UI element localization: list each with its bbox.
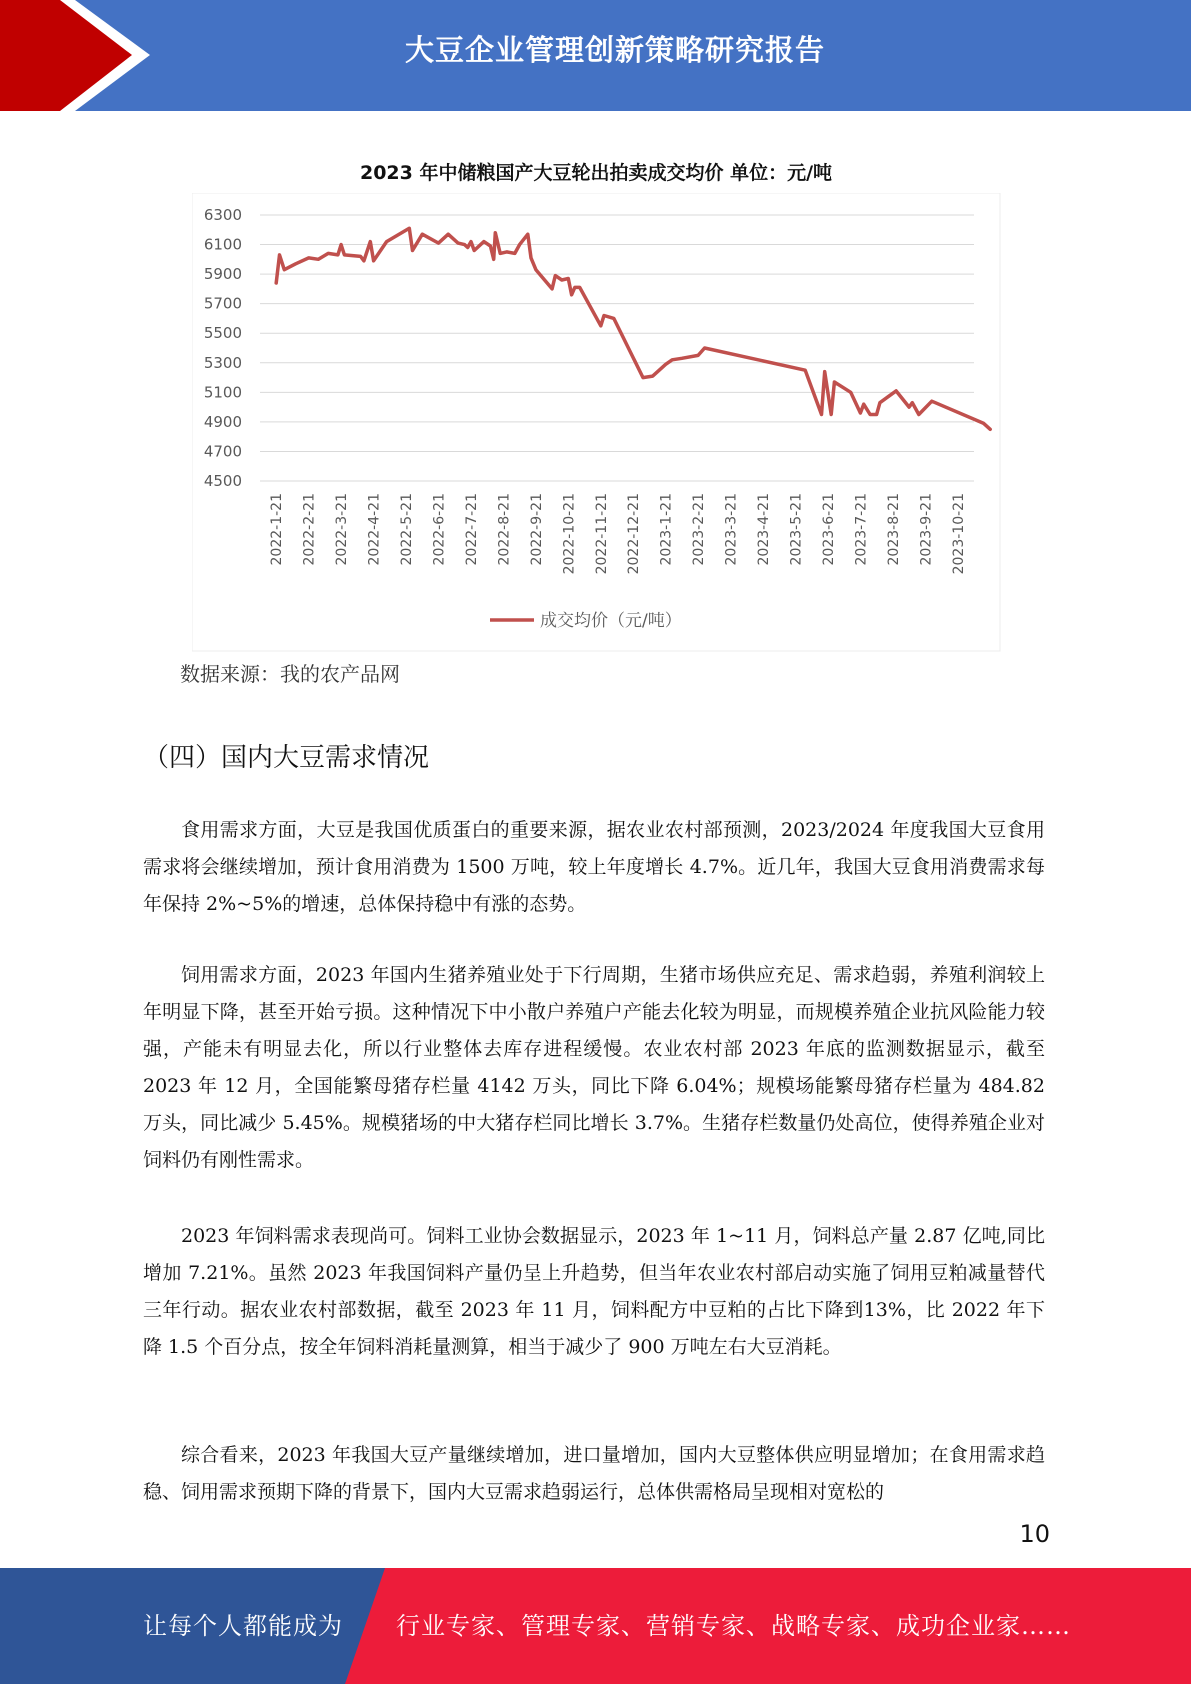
data-source-note: 数据来源：我的农产品网: [180, 662, 400, 686]
paragraph-feed-2023: 2023 年饲料需求表现尚可。饲料工业协会数据显示，2023 年 1~11 月，饲料总产量 2.87 亿吨,同比增加 7.21%。虽然 2023 年我国饲料产量仍呈上升趋势，但当年农业农村部启动实施了饲用豆粕减量替代三年行动。据农业农村部数据，截至 2023 年 11 月，饲料配方中豆粕的占比下降到13%，比 2022 年下降 1.5 个百分点，按全年饲料消耗量测算，相当于减少了 900 万吨左右大豆消耗。: [143, 1225, 1045, 1358]
x-tick-label: 2022-10-21: [561, 493, 578, 575]
y-tick-label: 5100: [203, 383, 242, 402]
header-title: 大豆企业管理创新策略研究报告: [404, 33, 825, 67]
page-number: 10: [1019, 1520, 1050, 1548]
x-tick-label: 2023-10-21: [950, 493, 967, 575]
x-tick-label: 2023-1-21: [658, 493, 675, 566]
x-tick-label: 2023-3-21: [723, 493, 740, 566]
page-footer: [0, 1568, 1191, 1684]
paragraph-summary: 综合看来，2023 年我国大豆产量继续增加，进口量增加，国内大豆整体供应明显增加；在食用需求趋稳、饲用需求预期下降的背景下，国内大豆需求趋弱运行，总体供需格局呈现相对宽松的: [143, 1444, 1045, 1503]
x-tick-label: 2022-5-21: [399, 493, 416, 566]
y-tick-label: 4900: [203, 412, 242, 431]
y-tick-label: 6300: [203, 206, 242, 224]
x-tick-label: 2023-5-21: [788, 493, 805, 566]
x-tick-label: 2022-12-21: [626, 493, 643, 575]
paragraph-feed-demand: 饲用需求方面，2023 年国内生猪养殖业处于下行周期，生猪市场供应充足、需求趋弱，养殖利润较上年明显下降，甚至开始亏损。这种情况下中小散户养殖户产能去化较为明显，而规模养殖企业抗风险能力较强，产能未有明显去化，所以行业整体去库存进程缓慢。农业农村部 2023 年底的监测数据显示，截至 2023 年 12 月，全国能繁母猪存栏量 4142 万头，同比下降 6.04%；规模场能繁母猪存栏量为 484.82 万头，同比减少 5.45%。规模猪场的中大猪存栏同比增长 3.7%。生猪存栏数量仍处高位，使得养殖企业对饲料仍有刚性需求。: [143, 964, 1045, 1171]
x-tick-label: 2022-6-21: [431, 493, 448, 566]
price-line-chart: [192, 193, 1002, 653]
x-tick-label: 2022-11-21: [593, 493, 610, 575]
chart-title: 2023 年中储粮国产大豆轮出拍卖成交均价 单位：元/吨: [359, 162, 833, 184]
page-header: [0, 0, 1191, 111]
x-tick-label: 2022-3-21: [334, 493, 351, 566]
y-tick-label: 4700: [203, 442, 242, 461]
x-tick-label: 2023-4-21: [756, 493, 773, 566]
footer-slogan-left: 让每个人都能成为: [143, 1612, 343, 1640]
x-tick-label: 2023-8-21: [885, 493, 902, 566]
x-tick-label: 2022-7-21: [463, 493, 480, 566]
x-tick-label: 2023-9-21: [918, 493, 935, 566]
x-tick-label: 2023-2-21: [691, 493, 708, 566]
y-tick-label: 5700: [203, 294, 242, 313]
legend-label: 成交均价（元/吨）: [540, 611, 682, 631]
y-tick-label: 6100: [203, 235, 242, 254]
y-tick-label: 5900: [203, 265, 242, 284]
x-tick-label: 2023-7-21: [853, 493, 870, 566]
paragraph-food-demand: 食用需求方面，大豆是我国优质蛋白的重要来源，据农业农村部预测，2023/2024 年度我国大豆食用需求将会继续增加，预计食用消费为 1500 万吨，较上年度增长 4.7%。近几年，我国大豆食用消费需求每年保持 2%~5%的增速，总体保持稳中有涨的态势。: [143, 819, 1045, 915]
x-tick-label: 2022-9-21: [528, 493, 545, 566]
y-tick-label: 4500: [203, 472, 242, 490]
section-heading: （四）国内大豆需求情况: [143, 743, 430, 773]
y-tick-label: 5500: [203, 324, 242, 343]
x-tick-label: 2022-1-21: [269, 493, 286, 566]
footer-slogan-right: 行业专家、管理专家、营销专家、战略专家、成功企业家……: [396, 1612, 1071, 1640]
x-tick-label: 2023-6-21: [820, 493, 837, 566]
x-tick-label: 2022-8-21: [496, 493, 513, 566]
x-tick-label: 2022-4-21: [366, 493, 383, 566]
y-tick-label: 5300: [203, 353, 242, 372]
x-tick-label: 2022-2-21: [301, 493, 318, 566]
